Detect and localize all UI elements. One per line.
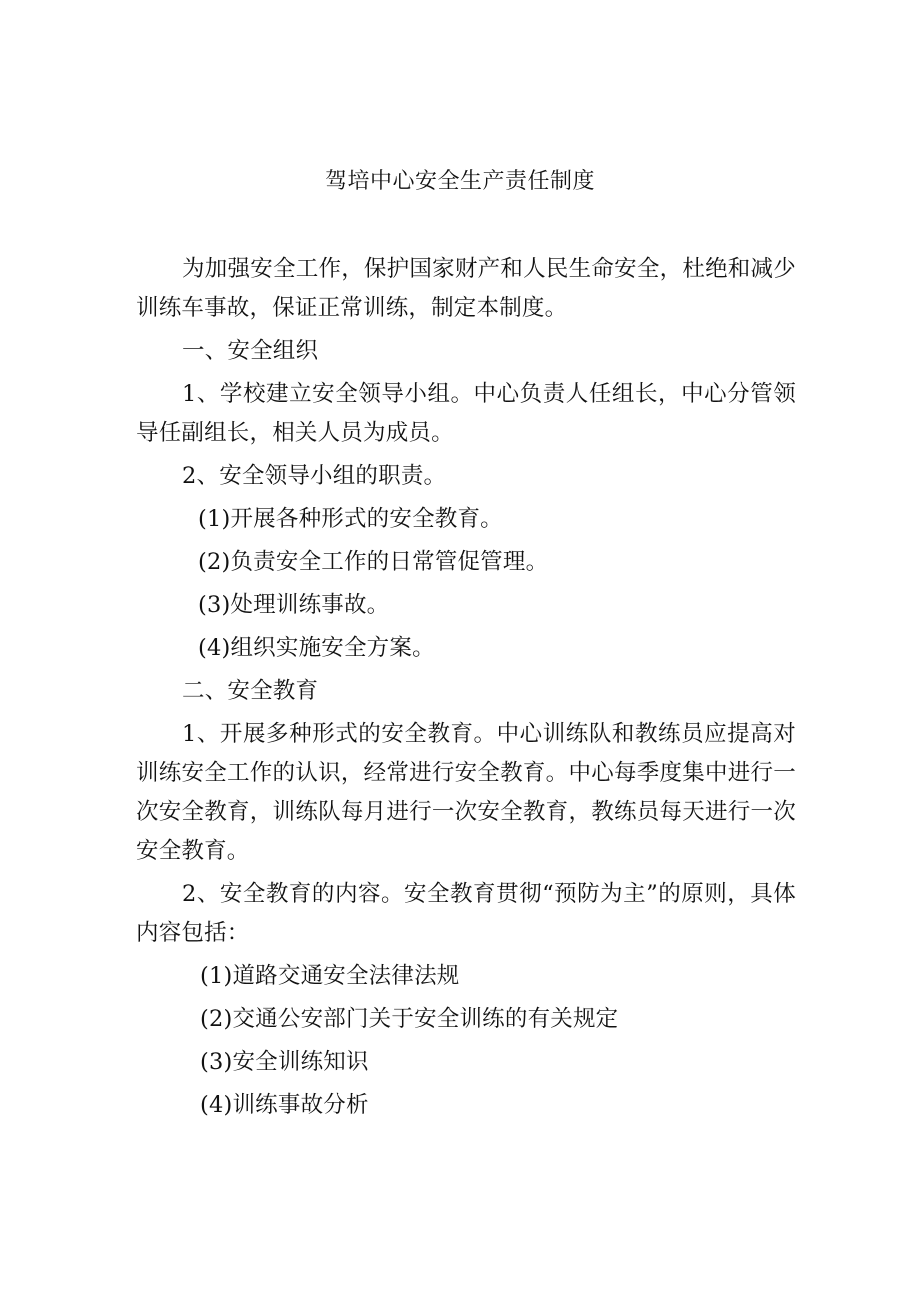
- list-item-content-1: (1)道路交通安全法律法规: [200, 963, 460, 989]
- document-body: [136, 250, 796, 1129]
- list-item-duty-4: (4)组织实施安全方案。: [198, 635, 435, 661]
- list-item-content-4: (4)训练事故分析: [200, 1092, 369, 1118]
- list-item-duty-3: (3)处理训练事故。: [198, 592, 390, 618]
- list-item-content-2: (2)交通公安部门关于安全训练的有关规定: [200, 1006, 619, 1032]
- intro-paragraph: 为加强安全工作，保护国家财产和人民生命安全，杜绝和减少训练车事故，保证正常训练，制定本制度。: [136, 256, 796, 321]
- list-item-content-3: (3)安全训练知识: [200, 1049, 369, 1075]
- section-heading-education: 二、安全教育: [182, 678, 319, 704]
- document-title: 驾培中心安全生产责任制度: [324, 169, 595, 194]
- paragraph-leadership-group: 1、学校建立安全领导小组。中心负责人任组长，中心分管领导任副组长，相关人员为成员。: [136, 381, 796, 446]
- list-item-duty-1: (1)开展各种形式的安全教育。: [198, 506, 503, 532]
- list-item-duty-2: (2)负责安全工作的日常管促管理。: [198, 549, 549, 575]
- paragraph-group-duties: 2、安全领导小组的职责。: [182, 463, 447, 489]
- paragraph-education-forms: 1、开展多种形式的安全教育。中心训练队和教练员应提高对训练安全工作的认识，经常进行安全教育。中心每季度集中进行一次安全教育，训练队每月进行一次安全教育，教练员每天进行一次安全教育。: [136, 721, 796, 864]
- paragraph-education-content: 2、安全教育的内容。安全教育贯彻“预防为主”的原则，具体内容包括：: [136, 881, 796, 946]
- section-heading-organization: 一、安全组织: [182, 338, 319, 364]
